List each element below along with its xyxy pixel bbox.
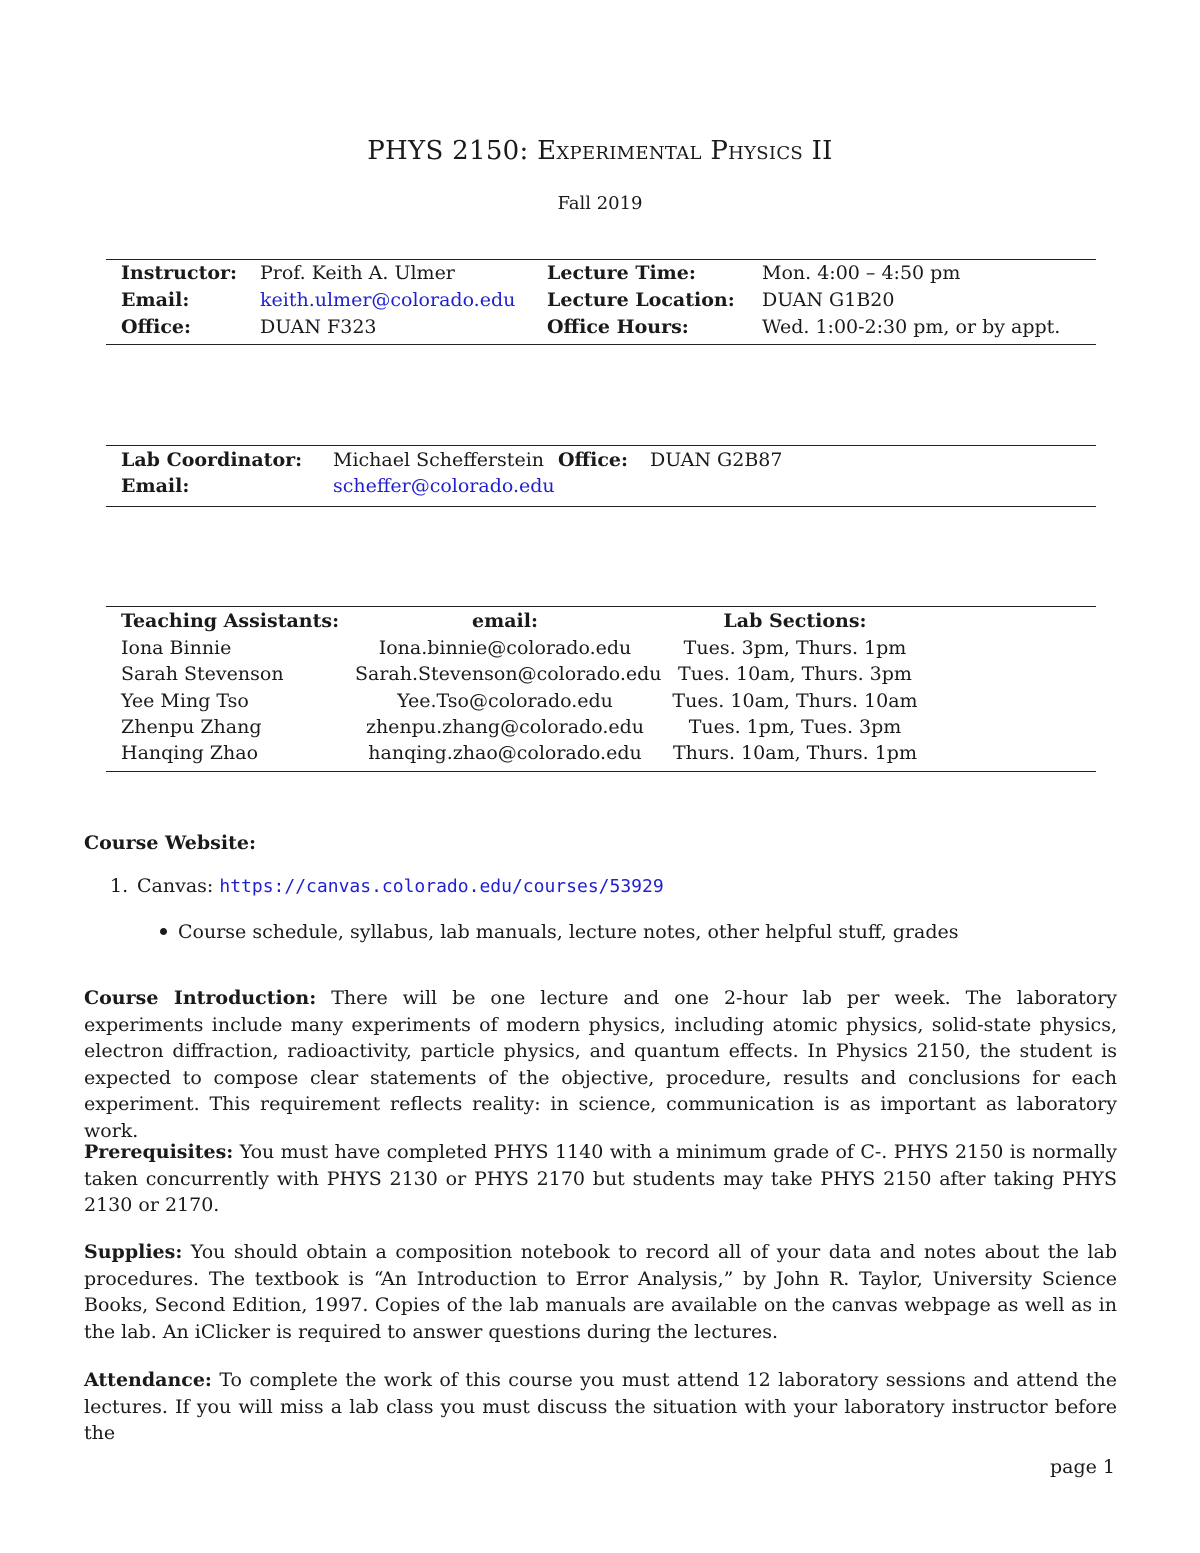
website-heading: Course Website: — [84, 832, 256, 854]
ta-email: zhenpu.zhang@colorado.edu — [365, 716, 645, 738]
coordinator-office: DUAN G2B87 — [650, 449, 783, 471]
term: Fall 2019 — [557, 193, 643, 214]
course-introduction — [84, 985, 1117, 1144]
table-rule-bottom — [106, 771, 1096, 772]
course-code: PHYS 2150: — [367, 136, 538, 166]
ta-sections: Tues. 3pm, Thurs. 1pm — [683, 637, 907, 659]
ta-sections: Thurs. 10am, Thurs. 1pm — [673, 742, 917, 764]
office-hours-label: Office Hours: — [547, 316, 689, 338]
ta-email: Yee.Tso@colorado.edu — [397, 690, 613, 712]
coordinator-name: Michael Schefferstein — [333, 449, 545, 471]
section-heading: Course Introduction: — [84, 987, 317, 1009]
coordinator-office-label: Office: — [558, 449, 629, 471]
email-label: Email: — [121, 289, 190, 311]
bullet-text: Course schedule, syllabus, lab manuals, lecture notes, other helpful stuff, grades — [178, 921, 959, 943]
lecture-location-label: Lecture Location: — [547, 289, 735, 311]
instructor-label: Instructor: — [121, 262, 238, 284]
section-text: You should obtain a composition notebook to record all of your data and notes about the lab procedures. The textbook is “An Introduction to Error Analysis,” by John R. Taylor, University Science Books, Second Edition, 1997. Copies of the lab manuals are available on the canvas webpage as well as in the lab. An iClicker is required to answer questions during the lectures. — [84, 1241, 1117, 1343]
prerequisites — [84, 1139, 1117, 1219]
list-number: 1. — [110, 875, 129, 897]
ta-name: Iona Binnie — [121, 637, 232, 659]
bullet-item — [160, 921, 958, 943]
coordinator-label: Lab Coordinator: — [121, 449, 303, 471]
section-text: To complete the work of this course you must attend 12 laboratory sessions and attend the lectures. If you will miss a lab class you must discuss the situation with your laboratory instructor before the — [84, 1369, 1117, 1444]
section-text: There will be one lecture and one 2-hour lab per week. The laboratory experiments include many experiments of modern physics, including atomic physics, solid-state physics, electron diffraction, radioactivity, particle physics, and quantum effects. In Physics 2150, the student is expected to compose clear statements of the objective, procedure, results and conclusions for each experiment. This requirement reflects reality: in science, communication is as important as laboratory work. — [84, 987, 1118, 1142]
coordinator-email-label: Email: — [121, 475, 190, 497]
section-text: You must have completed PHYS 1140 with a minimum grade of C-. PHYS 2150 is normally taken concurrently with PHYS 2130 or PHYS 2170 but students may take PHYS 2150 after taking PHYS 2130 or 2170. — [84, 1141, 1117, 1216]
website-item — [137, 875, 664, 897]
ta-header-email: email: — [472, 610, 538, 632]
lecture-time-label: Lecture Time: — [547, 262, 696, 284]
ta-email: hanqing.zhao@colorado.edu — [368, 742, 642, 764]
ta-name: Hanqing Zhao — [121, 742, 259, 764]
ta-sections: Tues. 1pm, Tues. 3pm — [688, 716, 902, 738]
canvas-url-link[interactable]: https://canvas.colorado.edu/courses/53929 — [219, 876, 664, 897]
ta-email: Sarah.Stevenson@colorado.edu — [355, 663, 662, 685]
office-label: Office: — [121, 316, 192, 338]
website-item-label: Canvas: — [137, 875, 220, 897]
ta-name: Zhenpu Zhang — [121, 716, 262, 738]
ta-sections: Tues. 10am, Thurs. 3pm — [678, 663, 912, 685]
course-name: Experimental Physics II — [537, 136, 833, 166]
bullet-icon — [160, 928, 167, 935]
section-heading: Supplies: — [84, 1241, 183, 1263]
table-rule-bottom — [106, 506, 1096, 507]
instructor-name: Prof. Keith A. Ulmer — [260, 262, 455, 284]
table-rule-top — [106, 606, 1096, 607]
ta-header-name: Teaching Assistants: — [121, 610, 340, 632]
page-title — [0, 136, 1200, 166]
lecture-time: Mon. 4:00 – 4:50 pm — [762, 262, 961, 284]
instructor-office: DUAN F323 — [260, 316, 377, 338]
table-rule-bottom — [106, 344, 1096, 345]
office-hours: Wed. 1:00-2:30 pm, or by appt. — [762, 316, 1061, 338]
coordinator-email-link[interactable]: scheffer@colorado.edu — [333, 475, 555, 497]
ta-sections: Tues. 10am, Thurs. 10am — [672, 690, 918, 712]
ta-email: Iona.binnie@colorado.edu — [378, 637, 632, 659]
section-heading: Prerequisites: — [84, 1141, 234, 1163]
ta-header-sections: Lab Sections: — [723, 610, 867, 632]
page-number: page 1 — [1049, 1456, 1115, 1478]
section-heading: Attendance: — [84, 1369, 212, 1391]
table-rule-top — [106, 445, 1096, 446]
supplies — [84, 1239, 1117, 1345]
ta-name: Sarah Stevenson — [121, 663, 284, 685]
ta-name: Yee Ming Tso — [121, 690, 249, 712]
table-rule-top — [106, 259, 1096, 260]
lecture-location: DUAN G1B20 — [762, 289, 895, 311]
instructor-email-link[interactable]: keith.ulmer@colorado.edu — [260, 289, 516, 311]
attendance — [84, 1367, 1117, 1447]
